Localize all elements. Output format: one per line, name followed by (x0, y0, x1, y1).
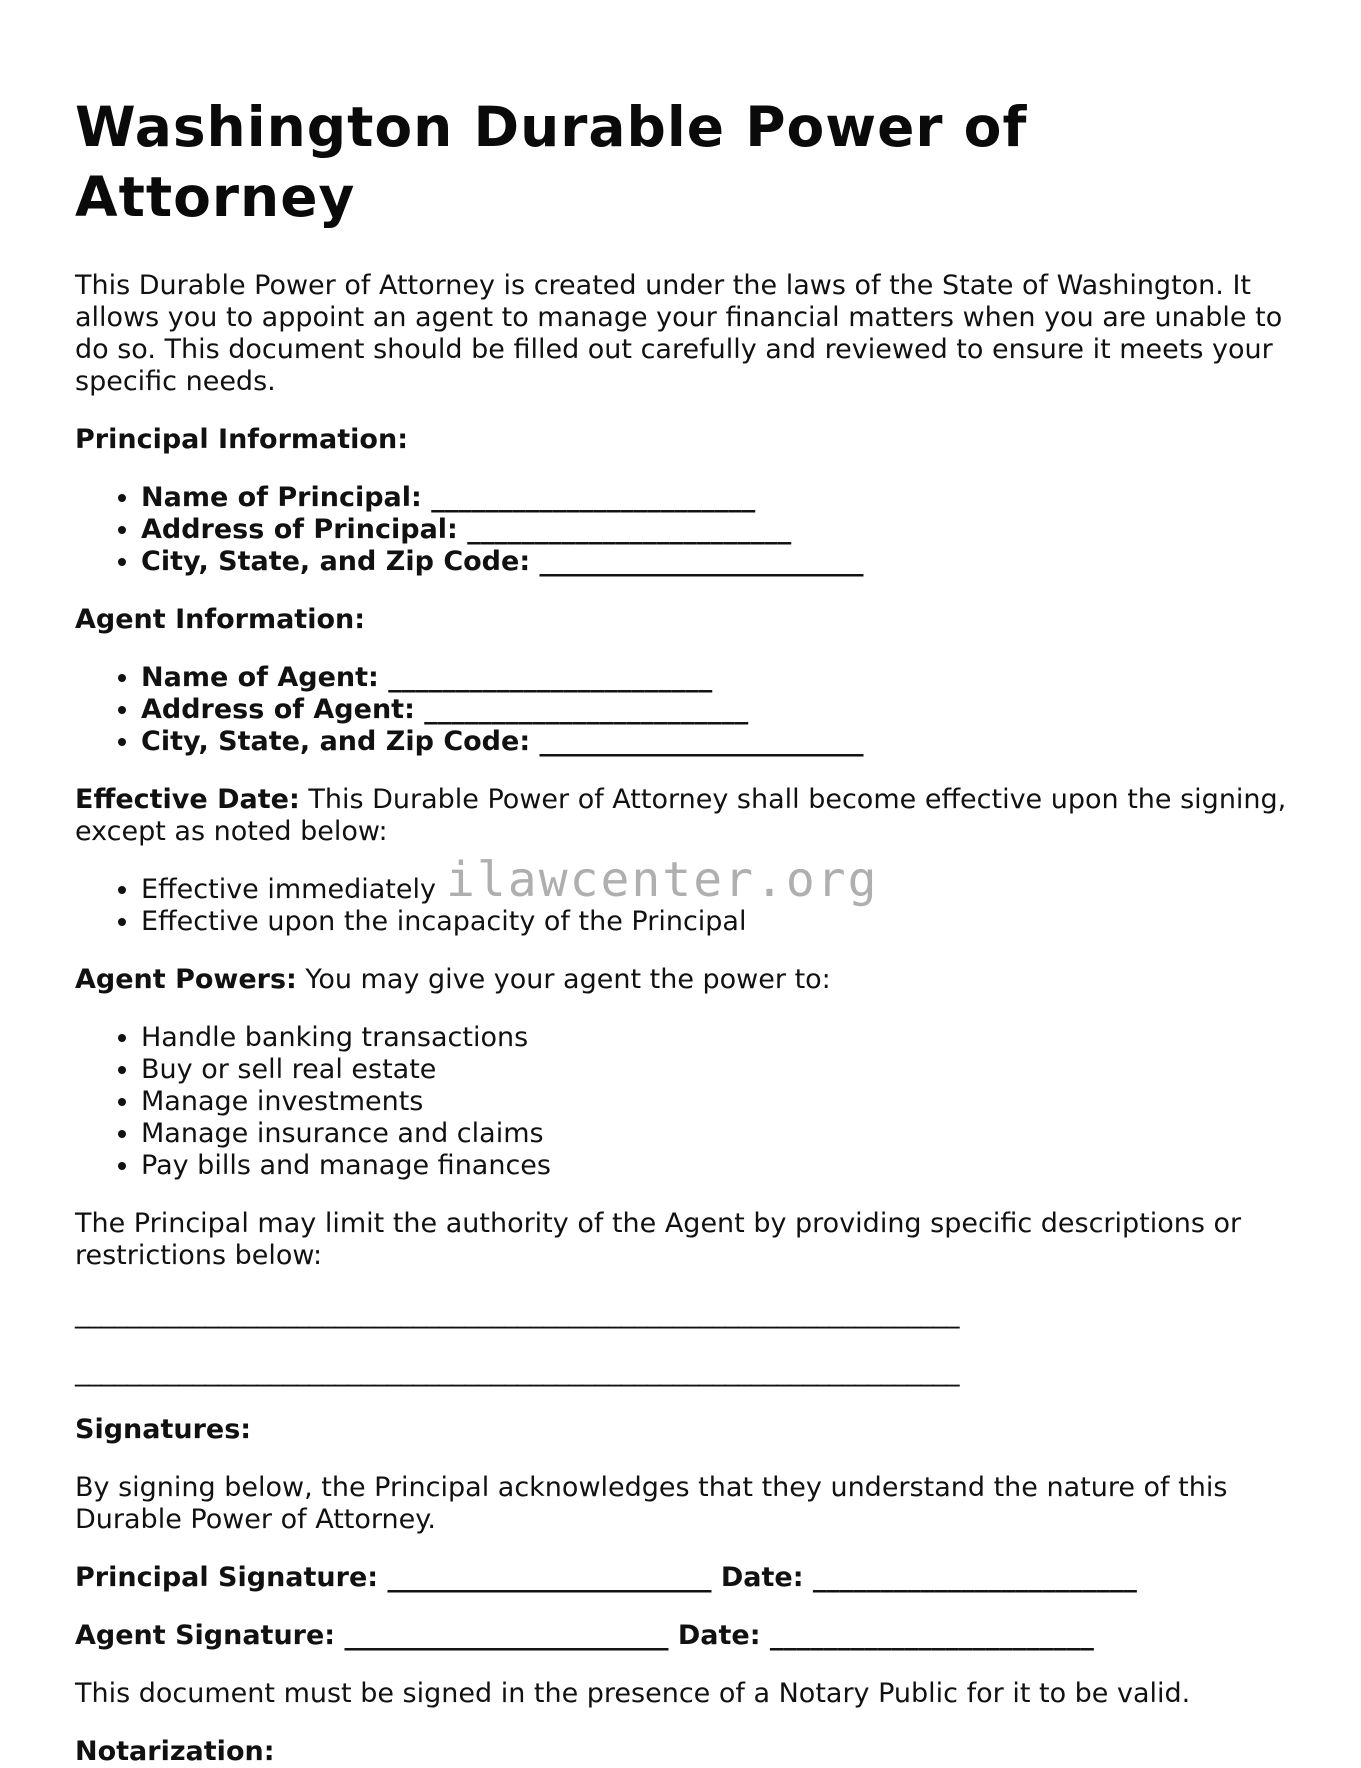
acknowledgement-paragraph: By signing below, the Principal acknowledges that they understand the nature of this Durable Power of Attorney. (75, 1472, 1228, 1535)
power-item: • Manage insurance and claims (141, 1118, 1290, 1150)
agent-address-field: • Address of Agent: ________________________ (141, 694, 1290, 726)
effective-option: • Effective upon the incapacity of the Principal (141, 906, 1290, 938)
notarization-heading: Notarization: (75, 1736, 275, 1767)
agent-heading: Agent Information: (75, 604, 366, 635)
limit-blank-line: ____________________________________________________________________ (75, 1298, 959, 1329)
power-item: • Buy or sell real estate (141, 1054, 1290, 1086)
limit-blank-line: ____________________________________________________________________ (75, 1356, 959, 1387)
notary-note: This document must be signed in the presence of a Notary Public for it to be valid. (75, 1678, 1191, 1709)
document-title: Washington Durable Power of Attorney (75, 95, 1028, 229)
power-item: • Pay bills and manage finances (141, 1150, 1290, 1182)
power-item: • Handle banking transactions (141, 1022, 1290, 1054)
effective-date-label: Effective Date: (75, 784, 300, 815)
principal-fields (75, 482, 1290, 578)
principal-heading: Principal Information: (75, 424, 409, 455)
principal-name-field: • Name of Principal: ________________________ (141, 482, 1290, 514)
agent-powers-list (75, 1022, 1290, 1182)
agent-powers-paragraph (75, 964, 1290, 996)
signatures-heading: Signatures: (75, 1414, 252, 1445)
effective-date-text: This Durable Power of Attorney shall become effective upon the signing, except as noted below: (75, 784, 1287, 847)
agent-powers-text: You may give your agent the power to: (296, 964, 831, 995)
watermark: ilawcenter.org (446, 852, 879, 908)
intro-paragraph: This Durable Power of Attorney is created under the laws of the State of Washington. It allows you to appoint an agent to manage your financial matters when you are unable to do so. This document should be filled out carefully and reviewed to ensure it meets your specific needs. (75, 270, 1283, 397)
limit-paragraph: The Principal may limit the authority of the Agent by providing specific descriptions or restrictions below: (75, 1208, 1242, 1271)
principal-address-field: • Address of Principal: ________________________ (141, 514, 1290, 546)
document-page (75, 92, 1290, 1768)
agent-signature-line: Agent Signature: ________________________ Date: ________________________ (75, 1620, 1094, 1651)
agent-fields (75, 662, 1290, 758)
effective-option: • Effective immediately (141, 874, 1290, 906)
agent-name-field: • Name of Agent: ________________________ (141, 662, 1290, 694)
power-item: • Manage investments (141, 1086, 1290, 1118)
principal-city-field: • City, State, and Zip Code: ________________________ (141, 546, 1290, 578)
effective-date-paragraph (75, 784, 1290, 848)
principal-signature-line: Principal Signature: ________________________ Date: ________________________ (75, 1562, 1137, 1593)
agent-city-field: • City, State, and Zip Code: ________________________ (141, 726, 1290, 758)
agent-powers-label: Agent Powers: (75, 964, 297, 995)
